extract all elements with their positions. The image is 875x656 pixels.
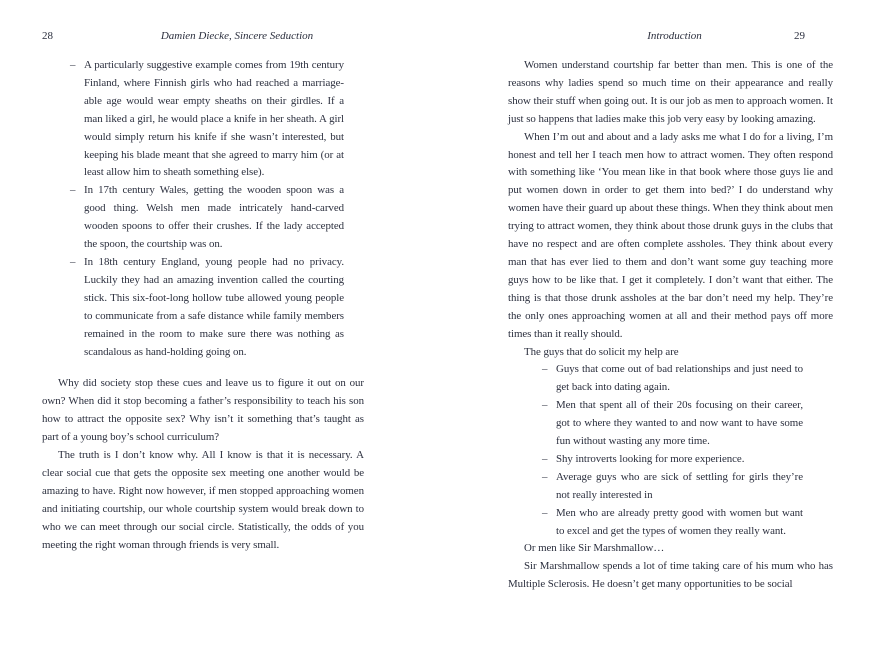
bullet-text: In 17th century Wales, getting the wooden spoon was a good thing. Welsh men made intricately hand-carved wooden spoons to offer their crushes. If the lady accepted the spoon, the courtship was on. xyxy=(84,184,344,251)
list-item xyxy=(542,505,803,541)
bullet-text: Guys that come out of bad relationships and just need to get back into dating again. xyxy=(556,363,803,394)
page-right-content xyxy=(508,0,833,594)
paragraph: Why did society stop these cues and leave us to figure it out on our own? When did it stop becoming a father’s responsibility to teach his son how to attract the opposite sex? Why isn’t it something that’s taught as part of a young boy’s school curriculum? xyxy=(42,377,364,444)
bullet-list-courtship-history xyxy=(70,57,344,361)
paragraph: Sir Marshmallow spends a lot of time taking care of his mum who has Multiple Sclerosis. He doesn’t get many opportunities to be social xyxy=(508,560,833,591)
paragraph: When I’m out and about and a lady asks me what I do for a living, I’m honest and tell her I teach men how to attract women. They often respond with something like ‘You mean like in that book where those guys lie and put women down in order to get them into bed?’ I do understand why women have their guard up about these things. When they think about men trying to attract women, they think about those drunk guys in the clubs that have no respect and are often complete assholes. They think about every man that has ever lied to them and don’t want some guy teaching more guys how to be like that. I get it completely. I don’t want that either. The thing is that those drunk assholes at the bar don’t need my help. They’re the only ones approaching women at all and their method pays off more times than it really should. xyxy=(508,130,833,340)
paragraph: The truth is I don’t know why. All I know is that it is necessary. A clear social cue that gets the opposite sex meeting one another would be amazing to have. Right now however, if men stopped approaching women and initiating courtship, our whole courtship system would break down to who we can meet through our social circle. Statistically, the odds of you meeting the right woman through friends is very small. xyxy=(42,449,364,551)
bullet-dash-icon: – xyxy=(70,184,76,197)
bullet-dash-icon: – xyxy=(542,363,548,376)
list-item xyxy=(70,182,344,254)
bullet-text: Average guys who are sick of settling for girls they’re not really interested in xyxy=(556,470,803,501)
page-body-right xyxy=(508,57,833,594)
page-body-left xyxy=(42,57,364,554)
bullet-text: Shy introverts looking for more experience. xyxy=(556,452,745,465)
page-header-right xyxy=(508,29,833,43)
bullet-dash-icon: – xyxy=(542,470,548,483)
bullet-dash-icon: – xyxy=(70,255,76,268)
bullet-text: In 18th century England, young people had no privacy. Luckily they had an amazing invention called the courting stick. This six-foot-long hollow tube allowed young people to communicate from a safe distance while family members remained in the room to make sure there was nothing as scandalous as hand-holding going on. xyxy=(84,255,344,358)
list-item xyxy=(542,451,803,469)
list-item xyxy=(542,469,803,505)
bullet-dash-icon: – xyxy=(542,506,548,519)
running-head-right: Introduction xyxy=(647,30,702,42)
paragraph: Women understand courtship far better than men. This is one of the reasons why ladies spend so much time on their appearance and really show their stuff when going out. It is our job as men to approach women. It just so happens that ladies make this job very easy by looking amazing. xyxy=(508,59,833,125)
paragraph: Or men like Sir Marshmallow… xyxy=(524,542,665,555)
list-item xyxy=(70,57,344,182)
list-item xyxy=(542,397,803,451)
bullet-dash-icon: – xyxy=(542,399,548,412)
paragraph: The guys that do solicit my help are xyxy=(524,345,679,358)
page-left-content xyxy=(42,0,364,554)
bullet-dash-icon: – xyxy=(70,59,76,71)
list-item xyxy=(70,254,344,361)
page-number-left: 28 xyxy=(42,30,53,42)
list-item xyxy=(542,361,803,397)
page-header-left xyxy=(42,29,364,43)
bullet-text: Men that spent all of their 20s focusing on their career, got to where they wanted to and now want to have some fun without wasting any more time. xyxy=(556,399,803,448)
bullet-text: A particularly suggestive example comes from 19th century Finland, where Finnish girls who had reached a marriage-able age would wear empty sheaths on their girdles. If a man liked a girl, he would place a knife in her sheath. A girl would simply return his knife if she wasn’t interested, but keeping his blade meant that she agreed to marry him (or at least allow him to sheath something else). xyxy=(84,59,344,179)
bullet-text: Men who are already pretty good with women but want to excel and get the types of women they really want. xyxy=(556,506,803,537)
page-right xyxy=(437,0,875,656)
bullet-list-client-types xyxy=(542,361,803,540)
bullet-dash-icon: – xyxy=(542,452,548,465)
page-left xyxy=(0,0,437,656)
running-head-left: Damien Diecke, Sincere Seduction xyxy=(160,30,314,42)
page-number-right: 29 xyxy=(794,30,805,42)
